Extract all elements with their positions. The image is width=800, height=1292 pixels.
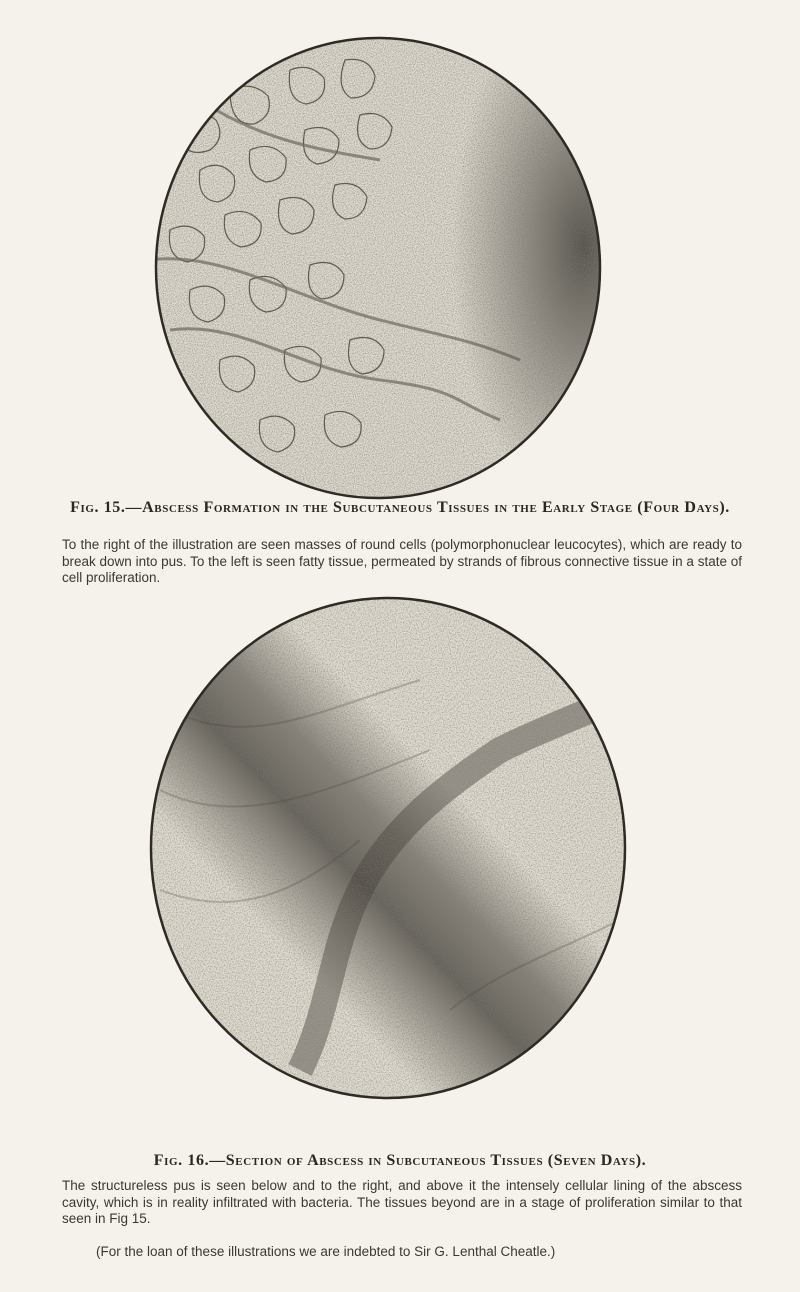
figure-16-title-text: Section of Abscess in Subcutaneous Tissues (Seven Days). [225, 1152, 647, 1169]
figure-16-caption-text: The structureless pus is seen below and to the right, and above it the intensely cellular lining of the abscess cavity, which is in reality infiltrated with bacteria. The tissues beyond are in a stage of proliferation similar to that seen in Fig 15. [62, 1178, 742, 1226]
figure-15-title-text: Abscess Formation in the Subcutaneous Tissues in the Early Stage (Four Days). [142, 499, 730, 516]
figure-16-caption [62, 1178, 742, 1228]
figure-15-title: Fig. 15.—Abscess Formation in the Subcutaneous Tissues in the Early Stage (Four Days). [70, 499, 730, 516]
figure-15 [0, 0, 800, 590]
figure-16-micrograph [0, 590, 800, 1150]
figure-16-title: Fig. 16.—Section of Abscess in Subcutaneous Tissues (Seven Days). [153, 1152, 647, 1169]
figure-15-caption-text: To the right of the illustration are seen masses of round cells (polymorphonuclear leucocytes), which are ready to break down into pus. To the left is seen fatty tissue, permeated by strands of fibrous connective tissue in a state of cell proliferation. [62, 537, 742, 585]
figure-15-caption [62, 537, 742, 587]
figure-16-label: Fig. 16. [153, 1152, 210, 1169]
figure-16 [0, 590, 800, 1292]
figure-15-label: Fig. 15. [70, 499, 126, 516]
figure-15-micrograph [0, 0, 800, 500]
credit-line: (For the loan of these illustrations we are indebted to Sir G. Lenthal Cheatle.) [96, 1244, 556, 1259]
